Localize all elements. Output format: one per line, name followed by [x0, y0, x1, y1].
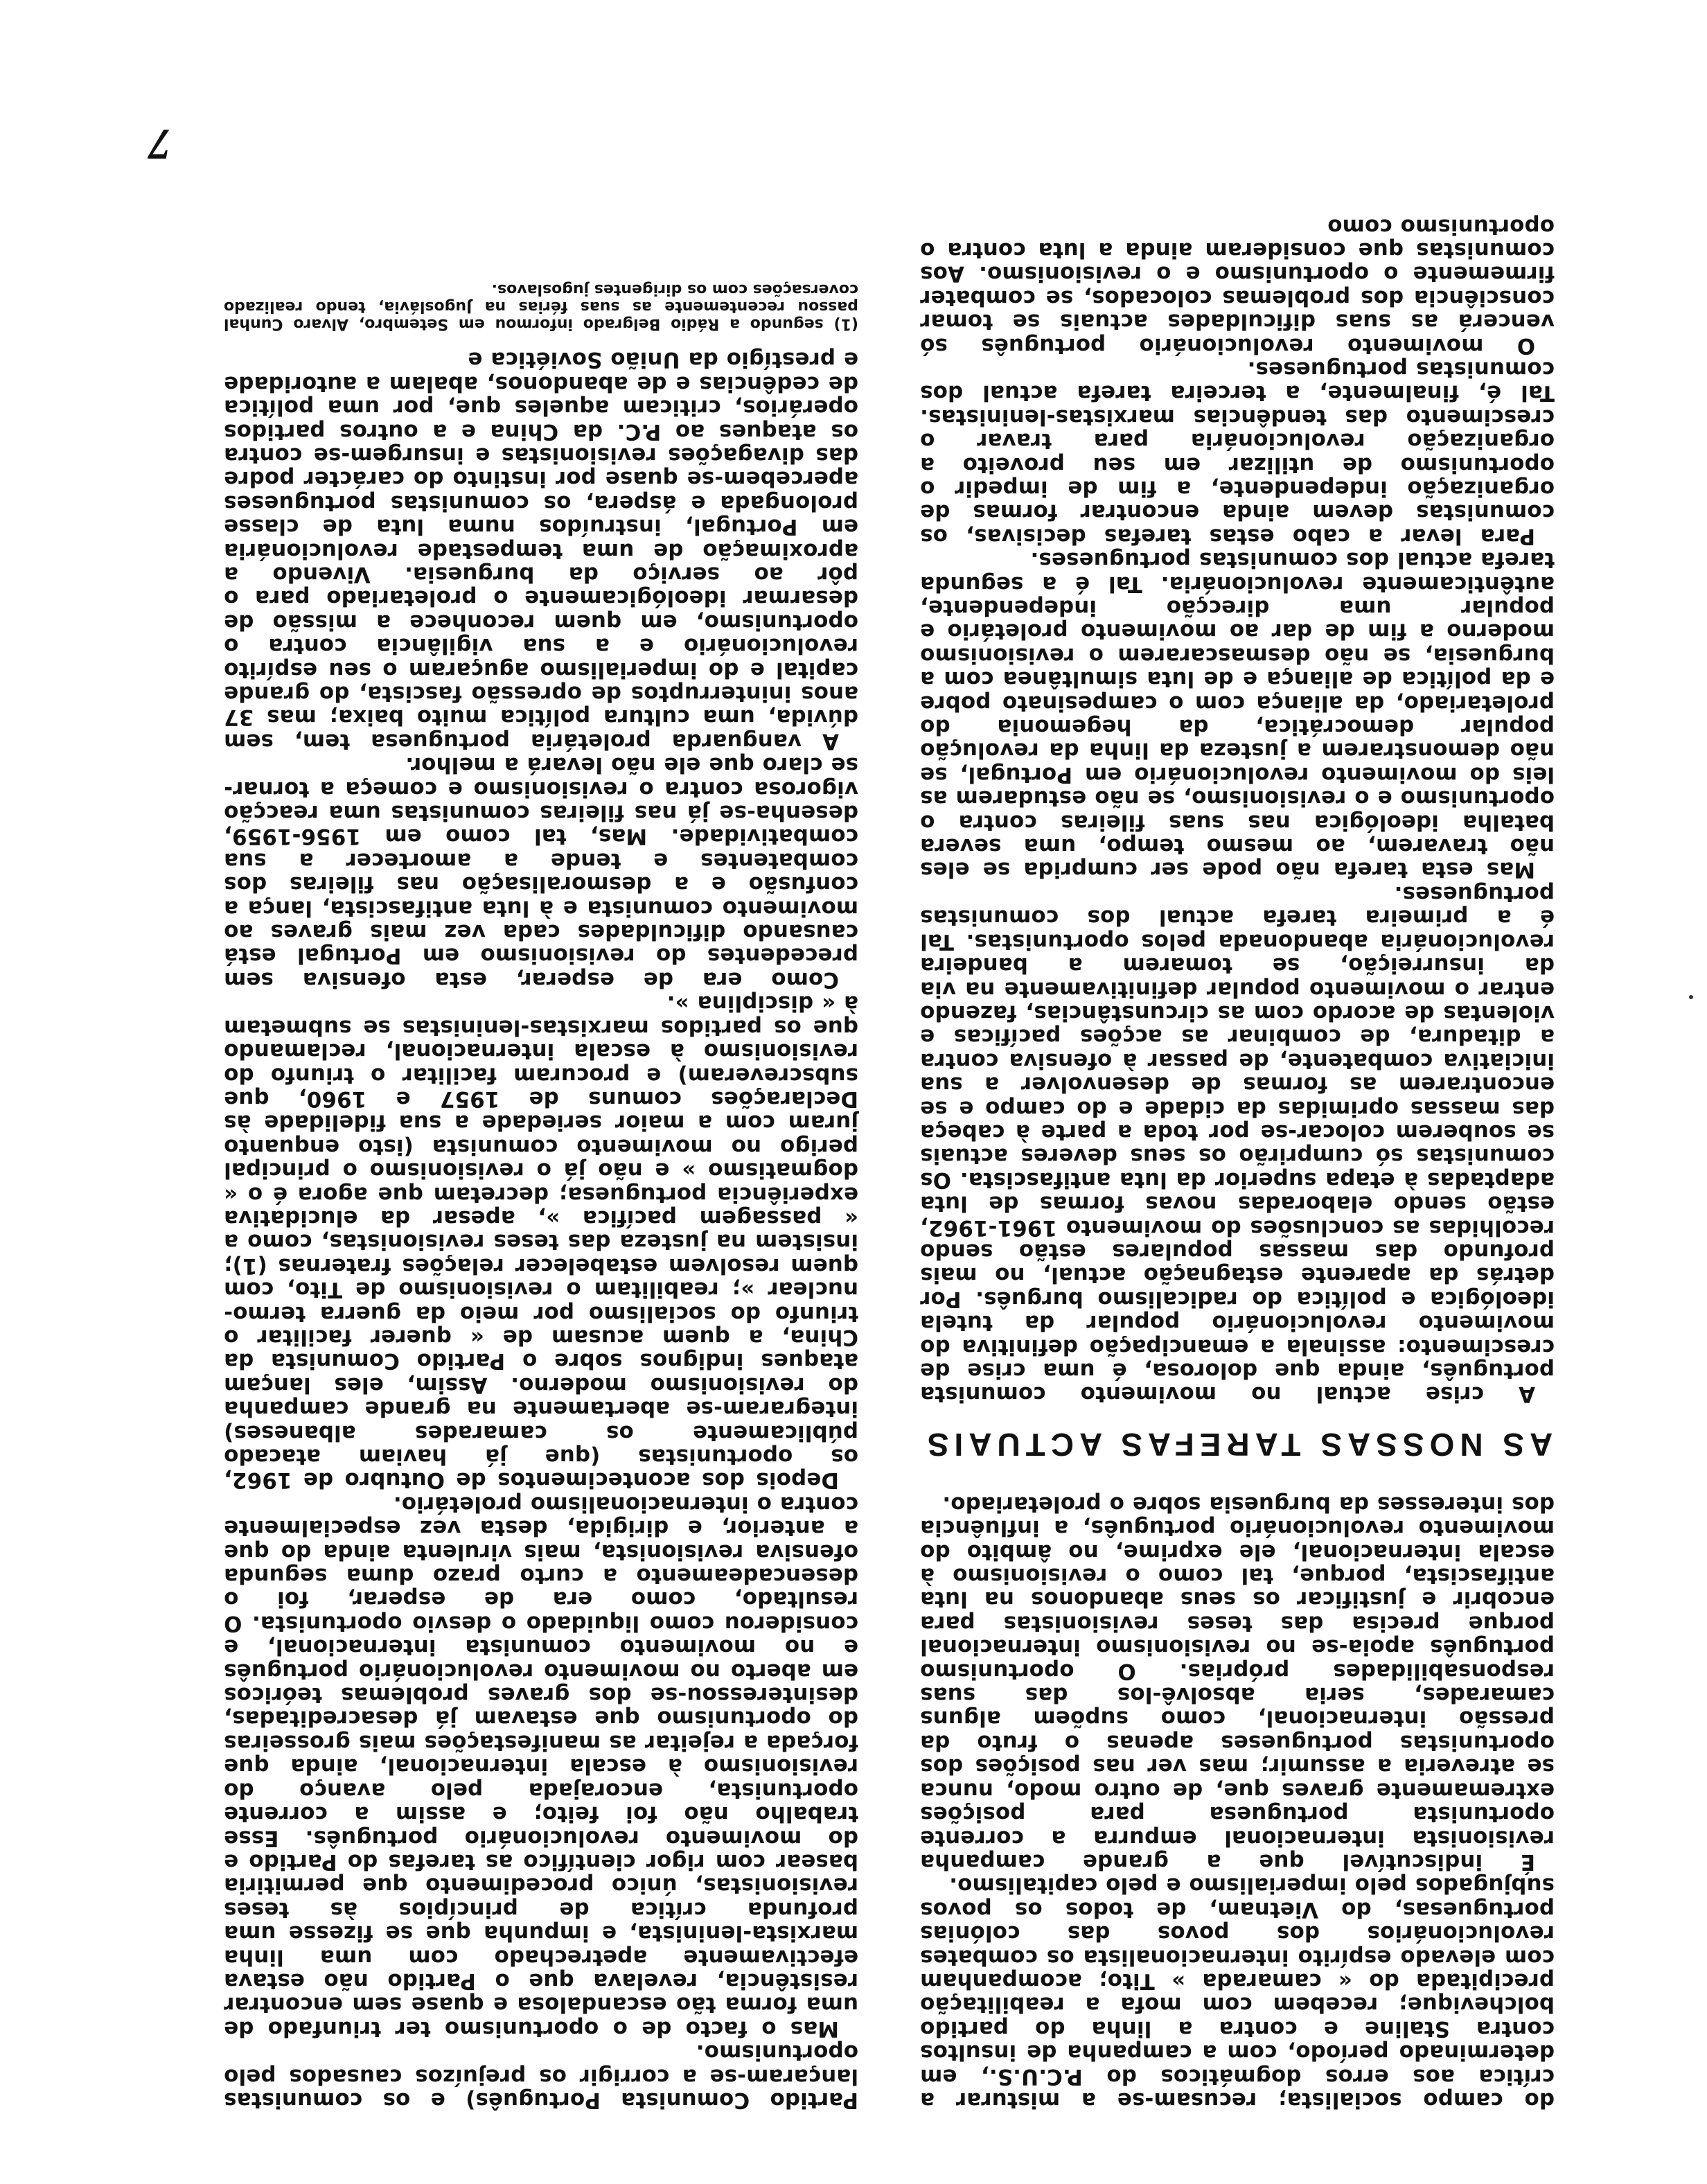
paragraph: O movimento revolucionário português só vencerá as suas dificuldades actuais se tomar consciência dos problemas colocados, se combater firmemente o oportunismo e o revisionismo. Aos comunistas que consideram ainda a luta contra o oportunismo como: [920, 213, 1555, 358]
paragraph: É indiscutível que a grande campanha revisionista internacional empurra a corrente oportunista portuguesa para posições extremamente graves que, de outro modo, nunca se atreveria a assumir; mas ver nas posições dos oportunistas portugueses apenas o fruto da pressão internacional, como supõem alguns camarades, seria absolvê-los das suas responsabilidades próprias. O oportunismo português apoia-se no revisionismo internacional porque precisa das teses revisionistas para encobrir e justificar os seus abandonos na luta antifascista, porque, tal como o revisionismo à escala internacional, ele exprime, no âmbito do movimento revolucionário português, a influência dos interesses da burguesia sobre o proletariado.: [920, 1491, 1555, 1874]
paragraph: Mas o facto de o oportunismo ter triunfado de uma forma tão escandalosa e quase sem encontrar resistência, revelava que o Partido não estava efectivamente apetrechado com uma linha marxista-leninista, e impunha que se fizesse uma profunda crítica de princípios às teses revisionistas, único procedimento que permitiria basear com rigor científico as tarefas do Partido e do movimento revolucionário português. Esse trabalho não foi feito; e assim a corrente oportunista, encorajada pelo avanço do revisionismo à escala internacional, ainda que forçada a rejeitar as manifestações mais grosseiras do oportunismo que estavam já desacreditadas, desinteressou-se dos graves problemas teóricos em aberto no movimento revolucionário português e no movimento comunista internacional, e considerou como liquidado o desvio oportunista. O resultado, como era de esperar, foi o desencadeamento a curto prazo duma segunda ofensiva revisionista, mais virulenta ainda do que a anterior, e dirigida, desta vez especialmente contra o internacionalismo proletário.: [224, 1491, 858, 2041]
footnote: (1) segundo a Rádio Belgrado informou em Setembro, Alvaro Cunhal passou recentemente as suas férias na Jugoslávia, tendo realizado coversações com os dirigentes jugoslavos.: [224, 280, 858, 333]
paragraph: A crise actual no movimento comunista português, ainda que dolorosa, é uma crise de crescimento: assinala a emancipação definitiva do movimento revolucionário popular da tutela ideológica e política do radicalismo burguês. Por detrás da aparente estagnação actual, no mais profundo das massas populares estão sendo recolhidas as conclusões do movimento 1961-1962, estão sendo elaboradas novas formas de luta adaptadas à etapa superior da luta antifascista. Os comunistas só cumprirão os seus deveres actuais se souberem colocar-se por toda a parte à cabeça das massas oprimidas da cidade e do campo e se encontrarem as formas de desenvolver a sua iniciativa combatente, de passar à ofensiva contra a ditadura, de combinar as acções pacíficas e violentas de acordo com as circunstâncias, fazendo entrar o movimento popular definitivamente na via da insurreição, se tomarem a bandeira revolucionária abandonada pelos oportunistas. Tal é a primeira tarefa actual dos comunistas portugueses.: [920, 881, 1555, 1407]
paragraph: Para levar a cabo estas tarefas decisivas, os comunistas devem ainda encontrar formas de organização independente, a fim de impedir o oportunismo de utilizar em seu proveito a organização revolucionária para travar o crescimento das tendências marxistas-leninistas. Tal é, finalmente, a terceira tarefa actual dos comunistas portugueses.: [920, 356, 1555, 549]
paragraph: Partido Comunista Português) e os comunistas lançaram-se a corrigir os prejuízos causados pelo oportunismo.: [224, 2040, 858, 2113]
left-column: [920, 214, 1555, 2112]
section-heading: AS NOSSAS TAREFAS ACTUAIS: [921, 1427, 1553, 1463]
paragraph: do campo socialista; recusam-se a misturar a crítica aos erros dogmáticos do P.C.U.S., em determinado período, com a campanha de insultos contra Staline e contra a linha do partido bolchevique; recebem com mofa a reabilitação precipitada do « camarada » Tito; acompanham com elevado espírito internacionalista os combates revolucionários dos povos das colónias portuguesas, do Vietnam, de todos os povos subjugados pelo imperialismo e pelo capitalismo.: [920, 1873, 1555, 2113]
scan-speck: [1689, 995, 1693, 999]
paragraph: Como era de esperar, esta ofensiva sem precedentes do revisionismo em Portugal está causando dificuldades cada vez mais graves ao movimento comunista e à luta antifascista, lança a confusão e a desmoralisação nas fileiras dos combatentes e tende a amortecer a sua combatividade. Mas, tal como em 1956-1959, desenha-se já nas fileiras comunistas uma reacção vigorosa contra o revisionismo e começa a tornar-se claro que ele não levará a melhor.: [224, 752, 858, 992]
right-column: [224, 281, 858, 2112]
paragraph: Depois dos acontecimentos de Outubro de 1962, os oportunistas (que já haviam atacado públicamente os camarades albaneses) integraram-se abertamente na grande campanha do revisionismo moderno. Assim, eles lançam ataques indignos sobre o Partido Comunista da China, a quem acusam de « querer facilitar o triunfo do socialismo por meio da guerra termo-nuclear »; reabilitam o revisionismo de Tito, com quem resolvem estabelecer relações fraternas (1); insistem na justeza das teses revisionistas, como a « passagem pacífica », apesar da elucidativa experiência portuguesa; decretam que agora é o « dogmatismo » e não já o revisionismo o principal perigo no movimento comunista (isto enquanto juram com a maior seriedade a sua fidelidade às Declarações comuns de 1957 e 1960, que subscreveram) e procuram facilitar o triunfo do revisionismo à escala internacional, reclamando que os partidos marxistas-leninistas se submetam à « disciplina ».: [224, 991, 858, 1493]
paragraph: Mas esta tarefa não pode ser cumprida se eles não travarem, ao mesmo tempo, uma severa batalha ideológica nas suas fileiras contra o oportunismo e o revisionismo, se não estudarem as leis do movimento revolucionário em Portugal, se não demonstrarem a justeza da linha da revolução popular democrática, da hegemonia do proletariado, da aliança com o campesinato pobre e da política de aliança e de luta simultânea com a burguesia, se não desmascararem o revisionismo moderno a fim de dar ao movimento proletário e popular uma direcção independente, autênticamente revolucionária. Tal é a segunda tarefa actual dos comunistas portugueses.: [920, 547, 1555, 883]
paragraph: A vanguarda proletária portuguesa tem, sem dúvida, uma cultura política muito baixa; mas 37 anos ininterruptos de opressão fascista, do grande capital e do imperialismo aguçaram o seu espírito revolucionário e a sua vigilância contra o oportunismo, em quem reconhece a missão de desarmar ideológicamente o proletariado para o pôr ao serviço da burguesia. Vivendo a aproximação de uma tempestade revolucionária em Portugal, instruídos numa luta de classe prolongada e áspera, os comunistas portugueses apercebem-se quase por instinto do carácter podre das divagações revisionistas e insurgem-se contra os ataques ao P.C. da China e a outros partidos operários, criticam aqueles que, por uma política de cedências e de abandonos, abalam a autoridade e prestígio da União Soviética e: [224, 347, 858, 754]
page-number: 7: [149, 120, 171, 169]
